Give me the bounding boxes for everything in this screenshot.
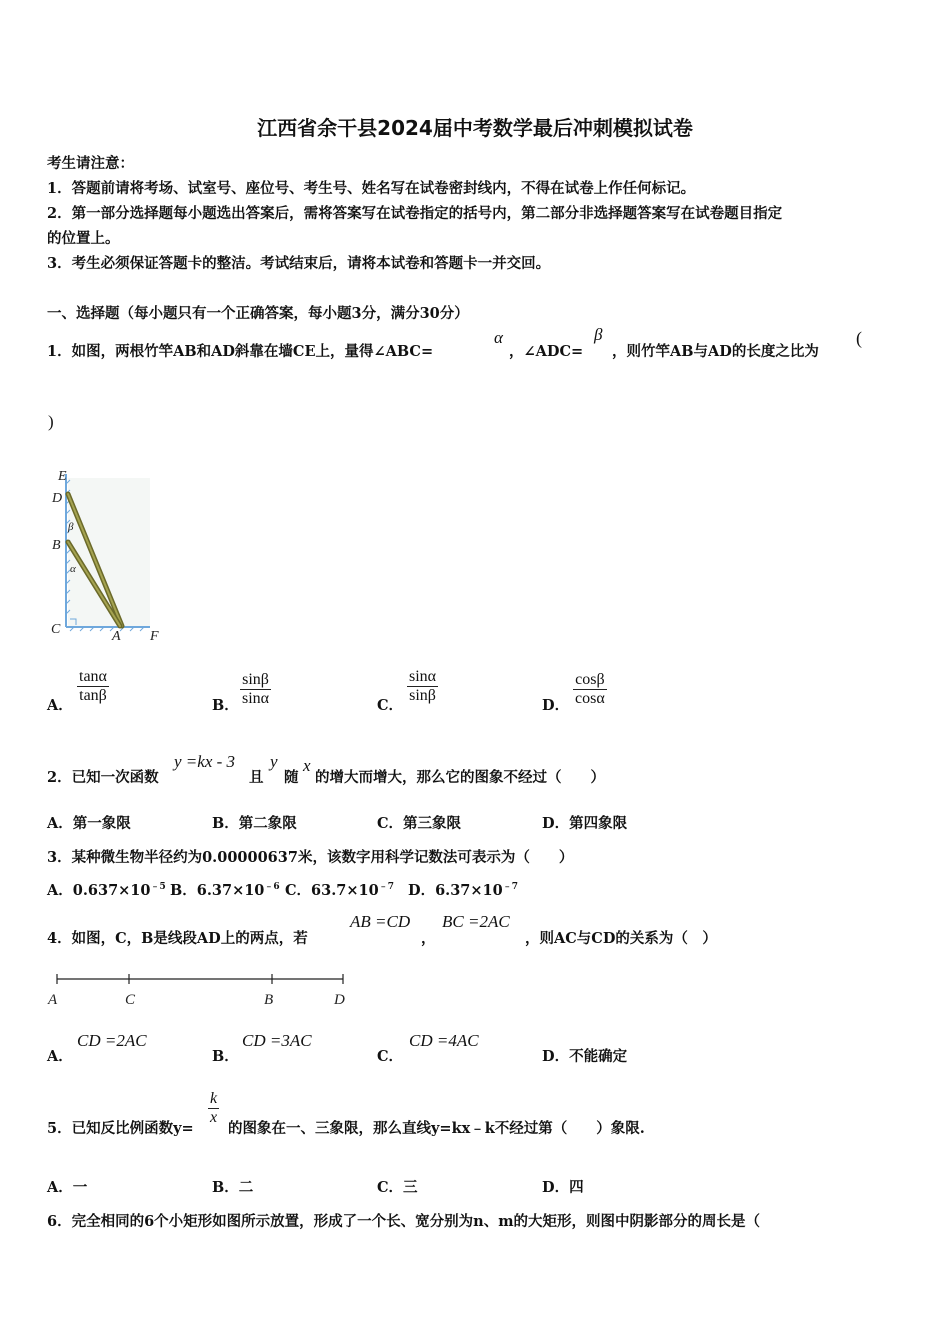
q4-option-a-label: A．	[47, 1048, 73, 1065]
q2-text-d: 的增大而增大，那么它的图象不经过（ ）	[315, 769, 605, 786]
q3-text: 3．某种微生物半径约为0.00000637米，该数字用科学记数法可表示为（ ）	[47, 849, 574, 866]
section-heading: 一、选择题（每小题只有一个正确答案，每小题3分，满分30分）	[47, 305, 469, 322]
q1-text-b: ，∠ADC=	[509, 343, 584, 360]
notice-heading: 考生请注意：	[47, 155, 134, 172]
notice-item-2: 2．第一部分选择题每小题选出答案后，需将答案写在试卷指定的括号内，第二部分非选择题答案写在试卷题目指定	[47, 205, 783, 222]
q5-text-b: 的图象在一、三象限，那么直线y=kx﹣k不经过第（ ）象限.	[228, 1120, 645, 1137]
q1-fig-label-alpha: α	[70, 563, 76, 575]
q1-fig-label-beta: β	[68, 521, 74, 533]
q3-option-a: A．$0.637\times 10^{﹣5}$	[47, 882, 166, 899]
notice-item-3: 3．考生必须保证答题卡的整洁。考试结束后，请将本试卷和答题卡一并交回。	[47, 255, 551, 272]
q1-option-b-fraction: $\frac{\sin\beta}{\sin\alpha}$	[242, 671, 270, 707]
q4-formula-2: BC =2AC	[442, 912, 510, 931]
q1-open-paren: (	[856, 328, 862, 348]
q1-option-a-label: A．	[47, 697, 73, 714]
q3-option-b: B．$6.37\times 10^{﹣6}$	[170, 882, 280, 899]
q4-point-c: C	[125, 992, 136, 1008]
q1-fig-label-d: D	[52, 491, 63, 506]
q1-bamboo-figure	[46, 464, 166, 644]
q1-option-b-label: B．	[212, 697, 239, 714]
q1-fig-label-c: C	[51, 622, 61, 637]
q1-text-c: ，则竹竿AB与AD的长度之比为	[612, 343, 819, 360]
q1-beta: β	[594, 325, 603, 344]
q5-option-b: B．二	[212, 1179, 254, 1196]
q4-option-c-label: C．	[377, 1048, 404, 1065]
q1-fig-label-a: A	[112, 629, 121, 644]
notice-item-2-cont: 的位置上。	[47, 230, 120, 247]
q5-option-c: C．三	[377, 1179, 418, 1196]
notice-item-1: 1．答题前请将考场、试室号、座位号、考生号、姓名写在试卷密封线内，不得在试卷上作任何标记。	[47, 180, 696, 197]
q5-fraction: $\frac{k}{x}$	[210, 1090, 218, 1126]
q4-option-b-label: B．	[212, 1048, 239, 1065]
q5-option-d: D．四	[542, 1179, 584, 1196]
q4-comma: ，	[421, 930, 436, 947]
q4-option-c-formula: CD =4AC	[409, 1031, 479, 1050]
q1-alpha: α	[494, 328, 503, 347]
q6-text: 6．完全相同的6个小矩形如图所示放置，形成了一个长、宽分别为n、m的大矩形，则图中阴影部分的周长是（	[47, 1213, 761, 1230]
q2-y: y	[270, 752, 278, 771]
q5-text-a: 5．已知反比例函数y=	[47, 1120, 194, 1137]
q2-option-c: C．第三象限	[377, 815, 462, 832]
q2-text-a: 2．已知一次函数	[47, 769, 159, 786]
q1-option-a-fraction: $\frac{\tan\alpha}{\tan\beta}$	[79, 668, 107, 704]
q3-option-c: C．$63.7\times 10^{﹣7}$	[285, 882, 394, 899]
q1-fig-label-b: B	[52, 538, 61, 553]
q2-option-d: D．第四象限	[542, 815, 628, 832]
q1-option-c-fraction: $\frac{\sin\alpha}{\sin\beta}$	[409, 668, 437, 704]
q4-option-a-formula: CD =2AC	[77, 1031, 147, 1050]
q5-option-a: A．一	[47, 1179, 88, 1196]
exam-title: 江西省余干县2024届中考数学最后冲刺模拟试卷	[257, 116, 693, 140]
q1-option-d-label: D．	[542, 697, 570, 714]
q4-point-b: B	[264, 992, 274, 1008]
q4-segment-figure	[45, 970, 355, 1012]
q2-formula: y =kx - 3	[174, 752, 236, 771]
q3-option-d: D．$6.37\times 10^{﹣7}$	[408, 882, 518, 899]
q1-text-a: 1．如图，两根竹竿AB和AD斜靠在墙CE上，量得∠ABC=	[47, 343, 434, 360]
q4-option-d: D．不能确定	[542, 1048, 628, 1065]
q2-text-b: 且	[249, 769, 264, 786]
q1-option-c-label: C．	[377, 697, 404, 714]
q2-text-c: 随	[284, 769, 299, 786]
q2-option-b: B．第二象限	[212, 815, 297, 832]
q4-point-d: D	[334, 992, 345, 1008]
q4-point-a: A	[48, 992, 58, 1008]
q2-x: x	[303, 756, 311, 775]
q1-option-d-fraction: $\frac{\cos\beta}{\cos\alpha}$	[575, 671, 605, 707]
q1-close-paren: )	[48, 412, 54, 431]
q4-text-a: 4．如图，C，B是线段AD上的两点，若	[47, 930, 308, 947]
q1-fig-label-e: E	[58, 469, 67, 484]
q4-text-b: ，则AC与CD的关系为（ ）	[525, 930, 717, 947]
q4-formula-1: AB =CD	[350, 912, 411, 931]
q1-fig-label-f: F	[150, 629, 159, 644]
q4-option-b-formula: CD =3AC	[242, 1031, 312, 1050]
q2-option-a: A．第一象限	[47, 815, 131, 832]
